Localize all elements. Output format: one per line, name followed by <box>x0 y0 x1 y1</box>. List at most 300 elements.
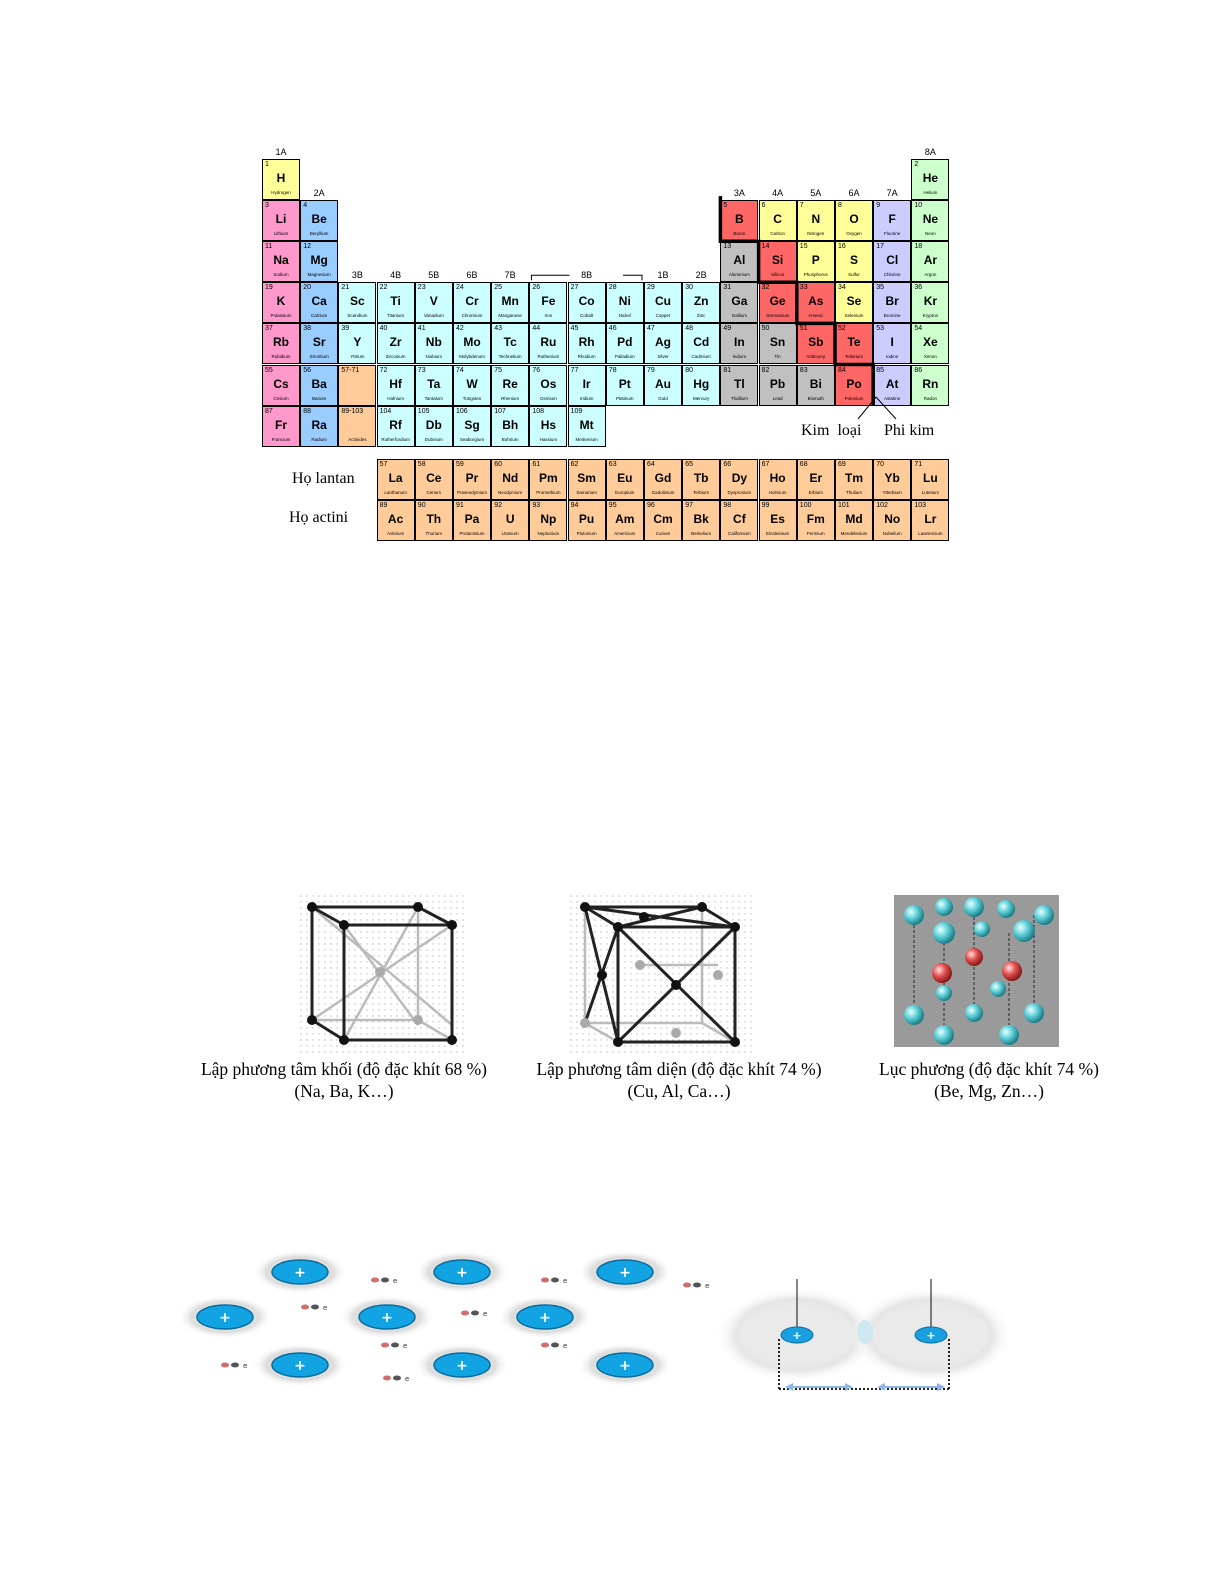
atomic-number: 78 <box>608 366 617 374</box>
atomic-number: 96 <box>647 502 655 509</box>
atomic-number: 101 <box>838 502 850 509</box>
element-name: Zirconium <box>385 354 406 360</box>
element-name: Dubnium <box>424 436 443 442</box>
metal-ion <box>414 1343 510 1387</box>
bcc-unit-cell-figure <box>300 895 465 1055</box>
atomic-number: 14 <box>761 243 770 251</box>
element-symbol: Te <box>847 335 861 350</box>
element-name: Berkelium <box>691 531 712 536</box>
hcp-unit-cell-figure <box>894 895 1059 1047</box>
element-name: Rubidium <box>271 354 291 360</box>
element-name: Krypton <box>922 313 939 319</box>
element-name: Erbium <box>808 490 823 495</box>
element-name: Vanadium <box>423 313 444 319</box>
nonmetal-label: Phi kim <box>884 422 935 439</box>
atomic-number: 94 <box>570 502 579 509</box>
atomic-number: 109 <box>570 407 583 415</box>
element-name: Thallium <box>730 395 748 401</box>
atomic-number: 18 <box>914 243 923 251</box>
element-symbol: Mg <box>310 253 328 268</box>
atomic-number: 7 <box>799 202 804 210</box>
group-label: 7B <box>504 270 516 281</box>
element-name: Silver <box>657 354 669 360</box>
atomic-number: 91 <box>456 502 464 509</box>
element-symbol: Pd <box>617 335 633 350</box>
ion-left-symbol: + <box>792 1329 802 1342</box>
element-symbol: Os <box>540 376 557 391</box>
element-symbol: Pu <box>578 512 595 526</box>
element-name: Tantalum <box>424 395 443 401</box>
element-symbol: Pm <box>539 471 558 485</box>
element-name: Bromine <box>883 313 901 319</box>
element-symbol: Fe <box>541 294 556 309</box>
element-symbol: Ne <box>922 212 939 227</box>
element-name: Hydrogen <box>271 190 291 195</box>
element-symbol: Pr <box>465 471 479 485</box>
element-symbol: Po <box>846 376 862 391</box>
atomic-number: 105 <box>417 407 430 415</box>
bcc-caption-examples: (Na, Ba, K…) <box>294 1081 394 1101</box>
atomic-number: 12 <box>303 243 311 251</box>
element-name: Cerium <box>426 490 442 495</box>
element-name: Antimony <box>806 354 826 360</box>
element-name: Nobelium <box>882 531 902 536</box>
atomic-number: 1 <box>265 161 269 168</box>
atomic-number: 29 <box>647 284 655 292</box>
atomic-number: 47 <box>647 325 655 333</box>
atomic-number: 61 <box>532 461 541 468</box>
fcc-unit-cell-figure <box>570 895 755 1055</box>
element-name: Oxygen <box>846 231 862 237</box>
element-symbol: Bi <box>809 376 822 391</box>
atomic-number: 97 <box>685 502 693 509</box>
element-name: Terbium <box>693 490 710 495</box>
element-name: Phosphorus <box>803 272 828 278</box>
free-electron <box>221 1362 247 1370</box>
element-symbol: Dy <box>731 471 748 485</box>
atomic-number: 5 <box>723 202 728 210</box>
atomic-number: 89 <box>379 502 388 509</box>
metal-ion <box>577 1343 673 1387</box>
metal-label: Kim loại <box>801 422 862 439</box>
element-symbol: As <box>808 294 824 309</box>
element-name: Nitrogen <box>807 231 825 237</box>
element-symbol: Zn <box>693 294 709 309</box>
ion-plus-symbol: + <box>219 1310 231 1326</box>
ion-right-symbol: + <box>926 1329 936 1342</box>
atomic-number: 103 <box>914 502 927 509</box>
atomic-number: 11 <box>265 243 273 251</box>
atomic-number: 2 <box>914 161 919 168</box>
element-symbol: Bk <box>693 512 709 526</box>
element-name: Sulfur <box>848 272 860 278</box>
element-name: Curium <box>655 531 671 536</box>
metal-ion <box>177 1295 273 1339</box>
atomic-number: 82 <box>761 366 770 374</box>
element-symbol: Pa <box>464 512 480 526</box>
atomic-number: 84 <box>838 366 846 374</box>
atomic-number: 30 <box>685 284 693 292</box>
element-symbol: W <box>466 376 478 391</box>
free-electron <box>383 1375 409 1383</box>
element-symbol: Rn <box>922 376 939 391</box>
element-symbol: Er <box>809 471 823 485</box>
atomic-number: 95 <box>608 502 617 509</box>
element-name: Selenium <box>844 313 864 319</box>
free-electron <box>381 1342 407 1350</box>
ion-plus-symbol: + <box>381 1310 393 1326</box>
element-symbol: Sm <box>577 471 596 485</box>
element-name: Carbon <box>770 231 785 237</box>
electron-symbol: e <box>563 1277 568 1285</box>
element-symbol: Rf <box>389 417 402 432</box>
element-name: Potassium <box>270 313 292 319</box>
element-symbol: Ti <box>390 294 401 309</box>
atomic-number: 45 <box>570 325 579 333</box>
atomic-number: 46 <box>608 325 617 333</box>
element-name: Mercury <box>693 395 710 401</box>
element-symbol: C <box>773 212 782 227</box>
element-symbol: Cr <box>465 294 479 309</box>
element-symbol: Sr <box>312 335 326 350</box>
element-name: Plutonium <box>576 531 597 536</box>
element-symbol: Na <box>273 253 289 268</box>
element-symbol: I <box>890 335 894 350</box>
element-symbol: Tm <box>845 471 863 485</box>
element-symbol: Am <box>615 512 635 526</box>
element-name: Europium <box>615 490 635 495</box>
group-label: 8A <box>924 147 936 157</box>
free-electron <box>541 1342 567 1350</box>
atomic-number: 56 <box>303 366 311 374</box>
element-name: Calcium <box>311 313 328 319</box>
element-name: Sodium <box>273 272 289 278</box>
actinide-series-label: Họ actini <box>289 509 349 526</box>
group-label: 4B <box>390 270 402 281</box>
element-symbol: O <box>849 212 859 227</box>
atomic-number: 22 <box>379 284 388 292</box>
element-name: Niobium <box>425 354 443 360</box>
element-symbol: Ho <box>769 471 786 485</box>
group-label: 6A <box>848 188 860 199</box>
atomic-number: 81 <box>723 366 732 374</box>
element-name: Fluorine <box>884 231 901 237</box>
element-symbol: Sg <box>464 417 480 432</box>
element-symbol: K <box>276 294 286 309</box>
element-name: Protactinium <box>459 531 485 536</box>
element-name: Lithium <box>273 231 289 237</box>
atomic-number: 41 <box>417 325 426 333</box>
element-name: Rutherfordium <box>381 436 410 442</box>
element-name: Meitnerium <box>575 436 598 442</box>
atomic-number: 77 <box>570 366 579 374</box>
element-symbol: Lr <box>924 512 937 526</box>
element-symbol: Ba <box>311 376 327 391</box>
element-symbol: Tc <box>503 335 517 350</box>
atomic-number: 24 <box>456 284 464 292</box>
element-name: Tin <box>774 354 781 360</box>
atomic-number: 70 <box>876 461 884 468</box>
atomic-number: 54 <box>914 325 923 333</box>
ion-plus-symbol: + <box>619 1265 631 1281</box>
element-symbol: Np <box>540 512 557 526</box>
atomic-number: 71 <box>914 461 923 468</box>
element-symbol: Hf <box>389 376 402 391</box>
atomic-number: 60 <box>494 461 502 468</box>
ion-pair-figure <box>715 1275 1015 1395</box>
element-name: Promethium <box>536 490 561 495</box>
element-symbol: Eu <box>617 471 633 485</box>
atomic-number: 104 <box>379 407 392 415</box>
atomic-number: 88 <box>303 407 311 415</box>
free-electron <box>683 1282 709 1290</box>
element-symbol: Cs <box>273 376 289 391</box>
element-name: Aluminium <box>728 272 750 278</box>
group-label: 7A <box>886 188 898 199</box>
atomic-number: 3 <box>265 202 269 210</box>
bcc-caption <box>180 1058 508 1102</box>
ion-plus-symbol: + <box>456 1358 468 1374</box>
element-name: Rhenium <box>501 395 520 401</box>
atomic-number: 79 <box>647 366 655 374</box>
element-name: Gold <box>658 395 668 401</box>
element-symbol: Li <box>275 212 287 227</box>
atomic-number: 85 <box>876 366 884 374</box>
atomic-number: 50 <box>761 325 770 333</box>
element-symbol: Ta <box>427 376 441 391</box>
atomic-number: 64 <box>647 461 655 468</box>
element-symbol: Cm <box>653 512 673 526</box>
element-symbol: Nb <box>425 335 442 350</box>
atomic-number: 36 <box>914 284 923 292</box>
atomic-number: 58 <box>417 461 426 468</box>
element-name: Bismuth <box>807 395 824 401</box>
element-symbol: Md <box>845 512 863 526</box>
fcc-caption <box>515 1058 843 1102</box>
element-symbol: Sb <box>808 335 824 350</box>
metal-ion <box>339 1295 435 1339</box>
atomic-number: 57 <box>379 461 388 468</box>
electron-symbol: e <box>323 1304 328 1312</box>
element-name: Radon <box>923 395 938 401</box>
element-name: Cobalt <box>580 313 594 319</box>
element-symbol: Cu <box>655 294 671 309</box>
electron-symbol: e <box>483 1310 488 1318</box>
hcp-caption-examples: (Be, Mg, Zn…) <box>934 1081 1044 1101</box>
element-name: Neptunium <box>537 531 560 536</box>
element-symbol: Es <box>770 512 785 526</box>
atomic-number: 68 <box>799 461 808 468</box>
atomic-number: 108 <box>532 407 545 415</box>
lanthanide-series-label: Họ lantan <box>292 470 355 487</box>
atomic-number: 66 <box>723 461 732 468</box>
element-name: Palladium <box>614 354 635 360</box>
atomic-number: 43 <box>494 325 502 333</box>
element-name: Tellurium <box>844 354 863 360</box>
element-symbol: Pt <box>618 376 631 391</box>
element-symbol: S <box>849 253 858 268</box>
element-symbol: Y <box>353 335 362 350</box>
element-name: Actinium <box>386 531 405 536</box>
atomic-number: 9 <box>876 202 881 210</box>
element-symbol: Sn <box>769 335 786 350</box>
element-name: Chromium <box>461 313 483 319</box>
group-label: 8B <box>581 270 593 281</box>
element-symbol: Th <box>426 512 442 526</box>
element-name: Californium <box>728 531 751 536</box>
element-name: Gallium <box>731 313 748 319</box>
atomic-number: 72 <box>379 366 388 374</box>
element-name: Lanthanum <box>384 490 407 495</box>
element-symbol: Cl <box>886 253 899 268</box>
element-symbol: H <box>276 171 286 185</box>
element-name: Technetium <box>498 354 522 360</box>
atomic-number: 89-103 <box>341 407 364 415</box>
fcc-caption-examples: (Cu, Al, Ca…) <box>627 1081 731 1101</box>
atomic-number: 67 <box>761 461 770 468</box>
element-symbol: Cf <box>733 512 746 526</box>
element-name: Boron <box>733 231 746 237</box>
atomic-number: 57-71 <box>341 366 360 374</box>
atomic-number: 59 <box>456 461 464 468</box>
element-name: Holmium <box>768 490 787 495</box>
element-name: Platinum <box>616 395 634 401</box>
electron-symbol: e <box>393 1277 398 1285</box>
atomic-number: 6 <box>761 202 766 210</box>
atomic-number: 33 <box>799 284 808 292</box>
element-name: Lead <box>772 395 783 401</box>
element-symbol: Co <box>578 294 595 309</box>
element-name: Thorium <box>425 531 443 536</box>
element-symbol: Yb <box>884 471 900 485</box>
element-name: Scandium <box>347 313 368 319</box>
element-symbol: U <box>505 512 515 526</box>
atomic-number: 8 <box>838 202 842 210</box>
electron-symbol: e <box>563 1342 568 1350</box>
ion-plus-symbol: + <box>456 1265 468 1281</box>
element-symbol: Ca <box>311 294 327 309</box>
element-symbol: F <box>888 212 896 227</box>
element-symbol: Ac <box>387 512 404 526</box>
atomic-number: 74 <box>456 366 464 374</box>
ion-plus-symbol: + <box>294 1265 306 1281</box>
element-name: Gadolinium <box>651 490 675 495</box>
atomic-number: 27 <box>570 284 579 292</box>
atomic-number: 83 <box>799 366 808 374</box>
element-name: Ruthenium <box>537 354 560 360</box>
fcc-caption-title: Lập phương tâm diện (độ đặc khít 74 %) <box>536 1059 822 1079</box>
element-name: Bohrium <box>501 436 519 442</box>
atomic-number: 42 <box>456 325 464 333</box>
element-symbol: B <box>735 212 744 227</box>
atomic-number: 19 <box>265 284 273 292</box>
atomic-number: 63 <box>608 461 617 468</box>
atomic-number: 75 <box>494 366 502 374</box>
ion-plus-symbol: + <box>294 1358 306 1374</box>
atomic-number: 34 <box>838 284 846 292</box>
element-name: Thulium <box>845 490 862 495</box>
atomic-number: 87 <box>265 407 273 415</box>
atomic-number: 31 <box>723 284 732 292</box>
element-symbol: Se <box>846 294 862 309</box>
element-name: Iron <box>544 313 553 319</box>
metal-ion <box>252 1343 348 1387</box>
element-symbol: Db <box>425 417 442 432</box>
atomic-number: 37 <box>265 325 273 333</box>
electron-symbol: e <box>405 1375 410 1383</box>
element-symbol: Re <box>502 376 518 391</box>
element-name: Strontium <box>309 354 329 360</box>
element-name: Cadmium <box>691 354 711 360</box>
element-symbol: Fm <box>806 512 825 526</box>
element-name: Rhodium <box>577 354 596 360</box>
element-name: Radium <box>311 436 327 442</box>
element-symbol: V <box>429 294 438 309</box>
element-symbol: Ra <box>311 417 327 432</box>
metal-ion <box>497 1295 593 1339</box>
hcp-caption-title: Lục phương (độ đặc khít 74 %) <box>879 1059 1099 1079</box>
element-name: Arsenic <box>808 313 824 319</box>
element-symbol: Ar <box>923 253 938 268</box>
element-name: Lutetium <box>921 490 940 495</box>
element-symbol: No <box>884 512 901 526</box>
element-symbol: Ge <box>769 294 786 309</box>
element-name: Actinides <box>348 436 367 442</box>
element-symbol: Gd <box>654 471 672 485</box>
atomic-number: 69 <box>838 461 846 468</box>
atomic-number: 99 <box>761 502 770 509</box>
atomic-number: 52 <box>838 325 846 333</box>
element-name: Helium <box>923 190 938 195</box>
element-name: Copper <box>655 313 671 319</box>
element-name: Neon <box>925 231 936 237</box>
element-symbol: Ce <box>426 471 442 485</box>
element-symbol: At <box>885 376 899 391</box>
element-name: Nickel <box>618 313 631 319</box>
element-name: Polonium <box>844 395 864 401</box>
element-name: Iridium <box>579 395 594 401</box>
element-name: Mendelevium <box>840 531 868 536</box>
atomic-number: 28 <box>608 284 617 292</box>
element-symbol: Ru <box>540 335 557 350</box>
element-symbol: Fr <box>275 417 287 432</box>
element-name: Ytterbium <box>882 490 902 495</box>
element-name: Uranium <box>501 531 519 536</box>
element-symbol: Hs <box>540 417 557 432</box>
atomic-number: 107 <box>494 407 506 415</box>
element-symbol: Mn <box>501 294 519 309</box>
atomic-number: 16 <box>838 243 846 251</box>
metal-ion <box>577 1250 673 1294</box>
atomic-number: 23 <box>417 284 426 292</box>
atomic-number: 73 <box>417 366 426 374</box>
element-symbol: Mt <box>579 417 594 432</box>
atomic-number: 26 <box>532 284 541 292</box>
ion-plus-symbol: + <box>539 1310 551 1326</box>
metal-ion <box>252 1250 348 1294</box>
element-name: Cesium <box>273 395 289 401</box>
atomic-number: 4 <box>303 202 308 210</box>
atomic-number: 17 <box>876 243 884 251</box>
element-symbol: Rh <box>578 335 595 350</box>
element-symbol: Hg <box>693 376 710 391</box>
element-name: Praseodymium <box>456 490 487 495</box>
element-symbol: Mo <box>463 335 481 350</box>
element-symbol: In <box>734 335 745 350</box>
element-symbol: Au <box>655 376 671 391</box>
atomic-number: 86 <box>914 366 923 374</box>
atomic-number: 53 <box>876 325 884 333</box>
